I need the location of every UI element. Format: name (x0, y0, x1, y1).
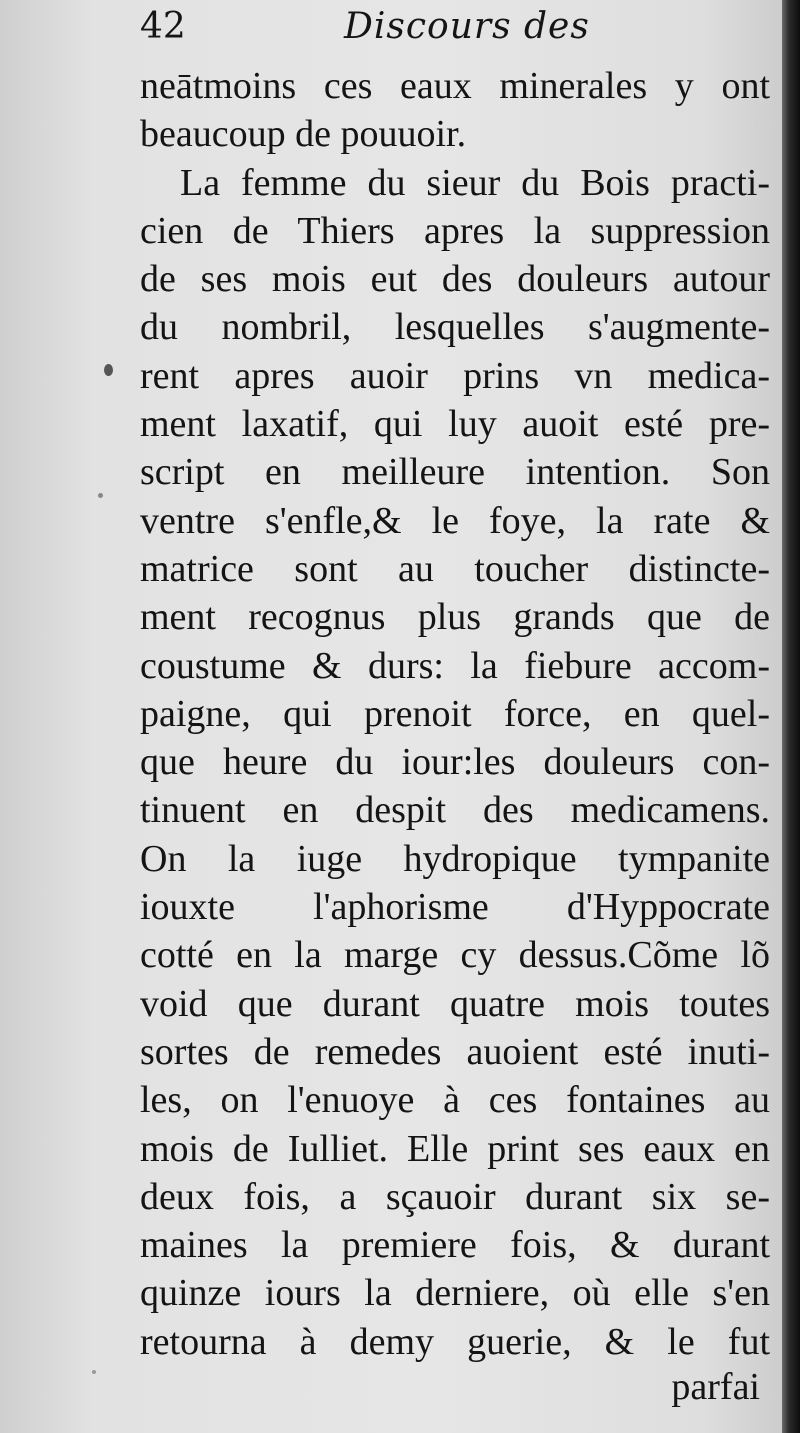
text-line: matrice sont au toucher distincte- (140, 547, 770, 590)
text-line: ment laxatif, qui luy auoit esté pre- (140, 403, 770, 446)
text-line: ventre s'enfle,& le foye, la rate & (140, 499, 770, 542)
text-line: script en meilleure intention. Son (140, 451, 770, 494)
text-line: cotté en la marge cy dessus.Cõme lõ (140, 934, 770, 977)
running-title: Discours des (344, 6, 590, 47)
text-line: coustume & durs: la fiebure accom- (140, 644, 770, 687)
text-line: quinze iours la derniere, où elle s'en (140, 1272, 770, 1315)
text-line: void que durant quatre mois toutes (140, 982, 770, 1025)
text-line: maines la premiere fois, & durant (140, 1224, 770, 1267)
text-line: deux fois, a sçauoir durant six se- (140, 1175, 770, 1218)
text-line: On la iuge hydropique tympanite (140, 837, 770, 880)
text-line: beaucoup de pouuoir. (140, 113, 467, 156)
text-line: cien de Thiers apres la suppression (140, 209, 770, 252)
page-number: 42 (140, 6, 186, 47)
text-line: sortes de remedes auoient esté inuti- (140, 1030, 770, 1073)
text-line: rent apres auoir prins vn medica- (140, 354, 770, 397)
page-gutter (782, 0, 800, 1433)
body-text (140, 62, 770, 1366)
text-line: mois de Iulliet. Elle print ses eaux en (140, 1127, 770, 1170)
text-line: retourna à demy guerie, & le fut (140, 1320, 770, 1363)
ink-speck (104, 364, 113, 376)
text-line: ment recognus plus grands que de (140, 596, 770, 639)
text-line: tinuent en despit des medicamens. (140, 789, 770, 832)
text-line: que heure du iour:les douleurs con- (140, 741, 770, 784)
ink-speck (92, 1370, 96, 1374)
page-header (140, 6, 780, 56)
text-line: du nombril, lesquelles s'augmente- (140, 306, 770, 349)
text-line: La femme du sieur du Bois practi- (180, 161, 770, 204)
text-line: paigne, qui prenoit force, en quel- (140, 692, 770, 735)
catchword: parfai (671, 1366, 760, 1408)
text-line: neātmoins ces eaux minerales y ont (140, 65, 770, 107)
ink-speck (98, 493, 103, 498)
text-line: iouxte l'aphorisme d'Hyppocrate (140, 886, 770, 929)
text-line: les, on l'enuoye à ces fontaines au (140, 1079, 770, 1122)
text-line: de ses mois eut des douleurs autour (140, 258, 770, 301)
